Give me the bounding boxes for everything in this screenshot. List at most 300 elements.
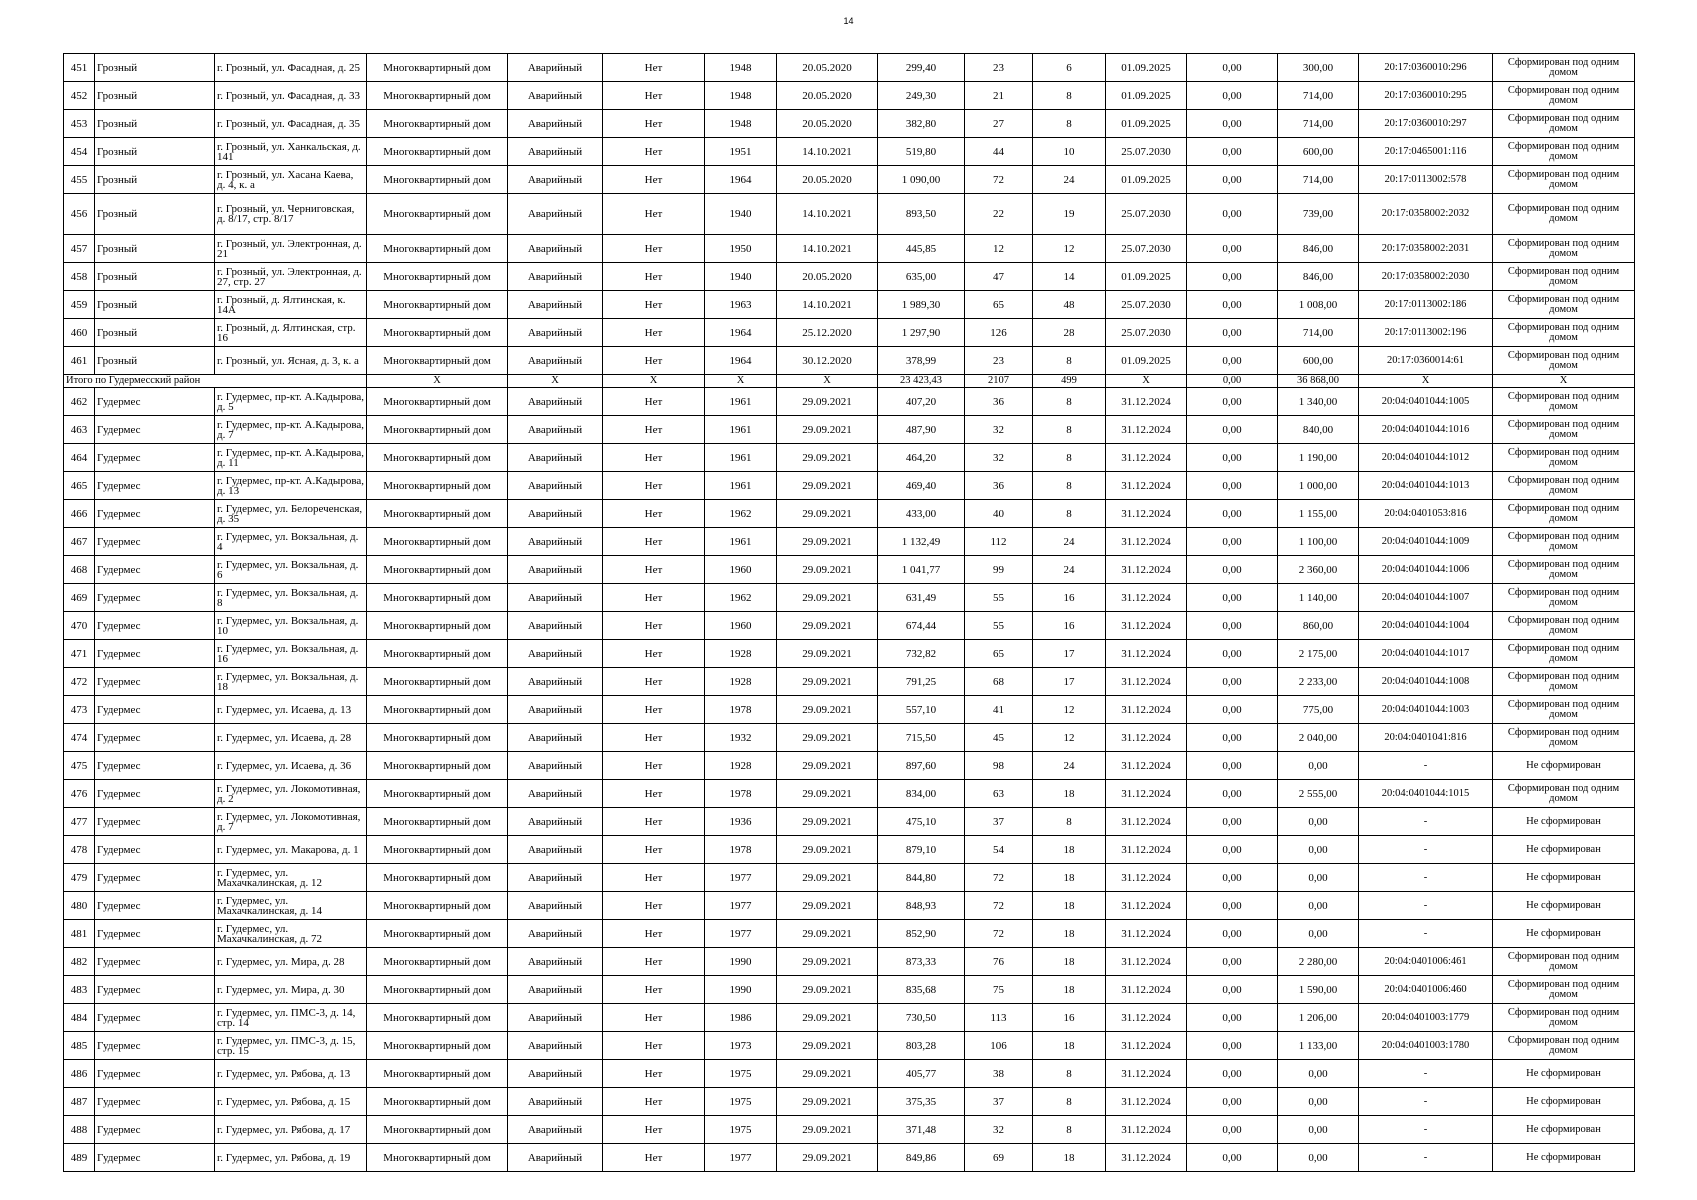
cell-building-type: Многоквартирный дом [367,640,508,668]
cell-condition: Аварийный [508,1060,603,1088]
table-row [64,347,1635,375]
cell-area: 893,50 [878,194,965,235]
cell-value-2: 846,00 [1278,235,1359,263]
cell-city: Гудермес [95,472,215,500]
cell-area: 299,40 [878,54,965,82]
cell-built-year: 1950 [705,235,777,263]
table-row [64,864,1635,892]
cell-area: 897,60 [878,752,965,780]
cell-address: г. Гудермес, ул. Мира, д. 30 [215,976,367,1004]
cell-value-2: 1 190,00 [1278,444,1359,472]
cell-flag: Нет [603,235,705,263]
cell-value-2: 714,00 [1278,319,1359,347]
cell-flag: Нет [603,1004,705,1032]
cell-address: г. Гудермес, ул. Локомотивная, д. 2 [215,780,367,808]
cell-residents: 38 [965,1060,1033,1088]
cell-area: 852,90 [878,920,965,948]
cell-residents: 106 [965,1032,1033,1060]
cell-condition: Аварийный [508,235,603,263]
cell-land-status: Сформирован под одним домом [1493,780,1635,808]
cell-value-2: 300,00 [1278,54,1359,82]
cell-building-type: Многоквартирный дом [367,976,508,1004]
cell-resettlement-deadline: 31.12.2024 [1106,1032,1187,1060]
cell-condition: Аварийный [508,444,603,472]
cell-row-number: 462 [64,388,95,416]
cell-resettlement-deadline: 25.07.2030 [1106,319,1187,347]
cell-city: Гудермес [95,836,215,864]
cell-flag: Нет [603,263,705,291]
cell-row-number: 454 [64,138,95,166]
cell-cadastral-number: 20:04:0401044:1012 [1359,444,1493,472]
cell-recognition-date: 29.09.2021 [777,472,878,500]
cell-address: г. Грозный, ул. Хасана Каева, д. 4, к. а [215,166,367,194]
cell-city: Гудермес [95,1116,215,1144]
cell-value-1: 0,00 [1187,584,1278,612]
cell-city: Грозный [95,138,215,166]
cell-built-year: 1936 [705,808,777,836]
total-row [64,375,1635,388]
page-number: 14 [843,16,854,26]
cell-row-number: 486 [64,1060,95,1088]
cell-area: 835,68 [878,976,965,1004]
cell-value-2: 846,00 [1278,263,1359,291]
cell-condition: Аварийный [508,612,603,640]
cell-value-1: 0,00 [1187,472,1278,500]
cell-recognition-date: 20.05.2020 [777,263,878,291]
cell-city: Гудермес [95,388,215,416]
cell-residents: 126 [965,319,1033,347]
cell-resettlement-deadline: 31.12.2024 [1106,444,1187,472]
cell-value-2: 2 233,00 [1278,668,1359,696]
cell-value-1: 0,00 [1187,388,1278,416]
cell-building-type: Многоквартирный дом [367,780,508,808]
cell-area: 464,20 [878,444,965,472]
cell-city: Гудермес [95,948,215,976]
cell-address: г. Гудермес, ул. Рябова, д. 17 [215,1116,367,1144]
cell-built-year: 1977 [705,1144,777,1172]
cell-area: 378,99 [878,347,965,375]
cell-building-type: Многоквартирный дом [367,319,508,347]
cell-area: 407,20 [878,388,965,416]
cell-cadastral-number: 20:04:0401044:1015 [1359,780,1493,808]
cell-condition: Аварийный [508,388,603,416]
cell-building-type: Многоквартирный дом [367,696,508,724]
cell-cadastral-number: 20:04:0401044:1007 [1359,584,1493,612]
cell-resettlement-deadline: 25.07.2030 [1106,291,1187,319]
cell-land-status: Сформирован под одним домом [1493,444,1635,472]
cell-building-type: Многоквартирный дом [367,948,508,976]
cell-residents: 55 [965,584,1033,612]
cell-cadastral-number: 20:04:0401003:1780 [1359,1032,1493,1060]
table-row [64,235,1635,263]
cell-condition: Аварийный [508,836,603,864]
cell-address: г. Гудермес, ул. Вокзальная, д. 16 [215,640,367,668]
cell-area: 375,35 [878,1088,965,1116]
table-row [64,263,1635,291]
cell-value-2: 714,00 [1278,82,1359,110]
cell-resettlement-deadline: 01.09.2025 [1106,54,1187,82]
cell-built-year: 1963 [705,291,777,319]
cell-row-number: 473 [64,696,95,724]
cell-address: г. Гудермес, ул. Махачкалинская, д. 72 [215,920,367,948]
cell-address: г. Грозный, ул. Фасадная, д. 35 [215,110,367,138]
cell-built-year: 1975 [705,1116,777,1144]
cell-built-year: 1977 [705,920,777,948]
cell-recognition-date: 25.12.2020 [777,319,878,347]
cell-flag: Нет [603,138,705,166]
cell-built-year: 1961 [705,472,777,500]
cell-building-type: Многоквартирный дом [367,1144,508,1172]
cell-building-type: Многоквартирный дом [367,291,508,319]
cell-address: г. Гудермес, ул. Рябова, д. 13 [215,1060,367,1088]
cell-condition: Аварийный [508,319,603,347]
cell-city: Грозный [95,110,215,138]
cell-flag: Нет [603,416,705,444]
cell-resettlement-deadline: 31.12.2024 [1106,1004,1187,1032]
cell-row-number: 482 [64,948,95,976]
cell-value-1: 0,00 [1187,836,1278,864]
table-row [64,920,1635,948]
cell-value-2: 1 000,00 [1278,472,1359,500]
cell-value-2: 860,00 [1278,612,1359,640]
cell-area: 635,00 [878,263,965,291]
cell-building-type: Многоквартирный дом [367,920,508,948]
cell-resettlement-deadline: 31.12.2024 [1106,1116,1187,1144]
cell-land-status: Сформирован под одним домом [1493,696,1635,724]
cell-flag: Нет [603,920,705,948]
cell-value-1: 0,00 [1187,696,1278,724]
cell-land-status: Сформирован под одним домом [1493,235,1635,263]
cell-value-1: 0,00 [1187,668,1278,696]
cell-value-1: 0,00 [1187,82,1278,110]
cell-apartments: 8 [1033,347,1106,375]
cell-cadastral-number: - [1359,836,1493,864]
cell-address: г. Гудермес, пр-кт. А.Кадырова, д. 11 [215,444,367,472]
cell-land-status: Сформирован под одним домом [1493,500,1635,528]
cell-city: Гудермес [95,612,215,640]
cell-recognition-date: 29.09.2021 [777,444,878,472]
cell-row-number: 465 [64,472,95,500]
cell-apartments: 12 [1033,235,1106,263]
cell-building-type: Многоквартирный дом [367,472,508,500]
cell-built-year: 1932 [705,724,777,752]
cell-value-1: 0,00 [1187,976,1278,1004]
cell-recognition-date: 29.09.2021 [777,752,878,780]
cell-apartments: 16 [1033,612,1106,640]
cell-row-number: 471 [64,640,95,668]
cell-value-1: 0,00 [1187,1060,1278,1088]
total-label: Итого по Гудермесский район [64,375,367,388]
cell-recognition-date: 14.10.2021 [777,235,878,263]
cell-built-year: 1961 [705,444,777,472]
cell-residents: 45 [965,724,1033,752]
cell-recognition-date: 29.09.2021 [777,416,878,444]
cell-land-status: Сформирован под одним домом [1493,528,1635,556]
cell-row-number: 487 [64,1088,95,1116]
cell-condition: Аварийный [508,138,603,166]
cell-city: Гудермес [95,1144,215,1172]
cell-building-type: Многоквартирный дом [367,166,508,194]
total-value-1: 0,00 [1187,375,1278,388]
cell-land-status: Сформирован под одним домом [1493,263,1635,291]
cell-residents: 76 [965,948,1033,976]
cell-cadastral-number: 20:17:0360010:295 [1359,82,1493,110]
table-row [64,444,1635,472]
cell-address: г. Грозный, д. Ялтинская, стр. 16 [215,319,367,347]
table-row [64,500,1635,528]
cell-built-year: 1977 [705,864,777,892]
cell-apartments: 8 [1033,1116,1106,1144]
cell-row-number: 475 [64,752,95,780]
cell-land-status: Сформирован под одним домом [1493,556,1635,584]
cell-condition: Аварийный [508,1144,603,1172]
cell-address: г. Гудермес, ул. ПМС-3, д. 14, стр. 14 [215,1004,367,1032]
table-row [64,1116,1635,1144]
table-row [64,724,1635,752]
cell-recognition-date: 29.09.2021 [777,1060,878,1088]
cell-built-year: 1978 [705,696,777,724]
cell-value-2: 739,00 [1278,194,1359,235]
cell-built-year: 1961 [705,528,777,556]
cell-built-year: 1977 [705,892,777,920]
cell-area: 487,90 [878,416,965,444]
cell-value-2: 1 100,00 [1278,528,1359,556]
cell-land-status: Сформирован под одним домом [1493,584,1635,612]
cell-condition: Аварийный [508,976,603,1004]
table-row [64,696,1635,724]
cell-apartments: 18 [1033,1032,1106,1060]
cell-residents: 75 [965,976,1033,1004]
cell-city: Гудермес [95,1032,215,1060]
cell-residents: 37 [965,1088,1033,1116]
cell-cadastral-number: 20:04:0401044:1005 [1359,388,1493,416]
cell-city: Гудермес [95,444,215,472]
cell-flag: Нет [603,1116,705,1144]
cell-flag: Нет [603,528,705,556]
cell-city: Грозный [95,347,215,375]
cell-cadastral-number: 20:17:0360014:61 [1359,347,1493,375]
cell-condition: Аварийный [508,1004,603,1032]
cell-apartments: 24 [1033,752,1106,780]
cell-resettlement-deadline: 25.07.2030 [1106,138,1187,166]
cell-row-number: 460 [64,319,95,347]
cell-condition: Аварийный [508,696,603,724]
cell-address: г. Гудермес, ул. Исаева, д. 28 [215,724,367,752]
cell-area: 557,10 [878,696,965,724]
total-area: 23 423,43 [878,375,965,388]
cell-value-1: 0,00 [1187,347,1278,375]
table-row [64,780,1635,808]
cell-building-type: Многоквартирный дом [367,1032,508,1060]
cell-condition: Аварийный [508,416,603,444]
table-row [64,138,1635,166]
cell-value-2: 0,00 [1278,920,1359,948]
cell-row-number: 483 [64,976,95,1004]
cell-building-type: Многоквартирный дом [367,347,508,375]
cell-residents: 98 [965,752,1033,780]
cell-cadastral-number: 20:17:0113002:578 [1359,166,1493,194]
cell-apartments: 6 [1033,54,1106,82]
cell-flag: Нет [603,752,705,780]
cell-value-1: 0,00 [1187,1088,1278,1116]
cell-building-type: Многоквартирный дом [367,388,508,416]
cell-city: Гудермес [95,1060,215,1088]
cell-area: 469,40 [878,472,965,500]
cell-built-year: 1951 [705,138,777,166]
cell-row-number: 481 [64,920,95,948]
cell-value-1: 0,00 [1187,263,1278,291]
cell-apartments: 18 [1033,864,1106,892]
cell-building-type: Многоквартирный дом [367,556,508,584]
cell-resettlement-deadline: 31.12.2024 [1106,528,1187,556]
cell-value-2: 0,00 [1278,1116,1359,1144]
cell-recognition-date: 29.09.2021 [777,976,878,1004]
cell-resettlement-deadline: 31.12.2024 [1106,416,1187,444]
cell-residents: 72 [965,892,1033,920]
cell-flag: Нет [603,110,705,138]
cell-city: Грозный [95,235,215,263]
cell-address: г. Гудермес, пр-кт. А.Кадырова, д. 13 [215,472,367,500]
cell-flag: Нет [603,612,705,640]
cell-resettlement-deadline: 31.12.2024 [1106,892,1187,920]
cell-land-status: Сформирован под одним домом [1493,948,1635,976]
cell-residents: 72 [965,166,1033,194]
cell-building-type: Многоквартирный дом [367,752,508,780]
cell-building-type: Многоквартирный дом [367,864,508,892]
cell-value-1: 0,00 [1187,138,1278,166]
cell-area: 1 132,49 [878,528,965,556]
cell-cadastral-number: 20:17:0113002:196 [1359,319,1493,347]
cell-area: 445,85 [878,235,965,263]
cell-cadastral-number: 20:17:0358002:2032 [1359,194,1493,235]
cell-residents: 65 [965,291,1033,319]
cell-land-status: Сформирован под одним домом [1493,416,1635,444]
cell-residents: 113 [965,1004,1033,1032]
cell-flag: Нет [603,948,705,976]
cell-value-1: 0,00 [1187,444,1278,472]
cell-apartments: 24 [1033,556,1106,584]
cell-resettlement-deadline: 31.12.2024 [1106,584,1187,612]
cell-residents: 32 [965,444,1033,472]
cell-row-number: 467 [64,528,95,556]
total-x: X [1493,375,1635,388]
cell-cadastral-number: 20:04:0401006:460 [1359,976,1493,1004]
cell-condition: Аварийный [508,864,603,892]
cell-condition: Аварийный [508,584,603,612]
cell-city: Грозный [95,194,215,235]
cell-row-number: 474 [64,724,95,752]
cell-condition: Аварийный [508,892,603,920]
cell-resettlement-deadline: 31.12.2024 [1106,864,1187,892]
cell-land-status: Не сформирован [1493,864,1635,892]
cell-value-2: 0,00 [1278,1144,1359,1172]
cell-recognition-date: 29.09.2021 [777,836,878,864]
table-row [64,194,1635,235]
table-row [64,416,1635,444]
table-row [64,1144,1635,1172]
cell-area: 674,44 [878,612,965,640]
cell-recognition-date: 29.09.2021 [777,1032,878,1060]
table-row [64,54,1635,82]
cell-address: г. Гудермес, ул. Вокзальная, д. 10 [215,612,367,640]
cell-land-status: Не сформирован [1493,1144,1635,1172]
cell-residents: 36 [965,388,1033,416]
cell-residents: 47 [965,263,1033,291]
cell-value-1: 0,00 [1187,291,1278,319]
cell-cadastral-number: 20:04:0401006:461 [1359,948,1493,976]
cell-cadastral-number: - [1359,808,1493,836]
cell-cadastral-number: 20:17:0465001:116 [1359,138,1493,166]
cell-land-status: Не сформирован [1493,1116,1635,1144]
cell-flag: Нет [603,472,705,500]
cell-flag: Нет [603,864,705,892]
cell-area: 873,33 [878,948,965,976]
cell-residents: 55 [965,612,1033,640]
table-row [64,472,1635,500]
cell-value-2: 1 133,00 [1278,1032,1359,1060]
cell-value-2: 0,00 [1278,1088,1359,1116]
cell-row-number: 476 [64,780,95,808]
cell-resettlement-deadline: 31.12.2024 [1106,668,1187,696]
cell-built-year: 1940 [705,194,777,235]
cell-value-2: 0,00 [1278,892,1359,920]
cell-city: Грозный [95,319,215,347]
cell-land-status: Сформирован под одним домом [1493,166,1635,194]
cell-city: Гудермес [95,1088,215,1116]
cell-building-type: Многоквартирный дом [367,584,508,612]
cell-apartments: 18 [1033,1144,1106,1172]
cell-recognition-date: 29.09.2021 [777,528,878,556]
cell-building-type: Многоквартирный дом [367,668,508,696]
cell-apartments: 18 [1033,948,1106,976]
cell-row-number: 461 [64,347,95,375]
cell-value-2: 775,00 [1278,696,1359,724]
table-row [64,948,1635,976]
cell-value-2: 1 155,00 [1278,500,1359,528]
table-row [64,110,1635,138]
cell-address: г. Гудермес, ул. Макарова, д. 1 [215,836,367,864]
cell-resettlement-deadline: 25.07.2030 [1106,235,1187,263]
cell-value-1: 0,00 [1187,319,1278,347]
cell-area: 249,30 [878,82,965,110]
cell-flag: Нет [603,1032,705,1060]
cell-value-1: 0,00 [1187,724,1278,752]
table-row [64,388,1635,416]
cell-residents: 37 [965,808,1033,836]
cell-resettlement-deadline: 31.12.2024 [1106,752,1187,780]
cell-flag: Нет [603,556,705,584]
cell-resettlement-deadline: 31.12.2024 [1106,780,1187,808]
cell-resettlement-deadline: 01.09.2025 [1106,82,1187,110]
cell-built-year: 1948 [705,82,777,110]
cell-land-status: Не сформирован [1493,920,1635,948]
cell-row-number: 489 [64,1144,95,1172]
cell-land-status: Сформирован под одним домом [1493,976,1635,1004]
cell-apartments: 8 [1033,1088,1106,1116]
cell-land-status: Не сформирован [1493,1088,1635,1116]
cell-city: Гудермес [95,892,215,920]
table-row [64,1004,1635,1032]
cell-cadastral-number: 20:04:0401044:1008 [1359,668,1493,696]
cell-flag: Нет [603,444,705,472]
cell-flag: Нет [603,892,705,920]
cell-recognition-date: 29.09.2021 [777,696,878,724]
cell-cadastral-number: 20:04:0401041:816 [1359,724,1493,752]
total-value-2: 36 868,00 [1278,375,1359,388]
cell-value-2: 600,00 [1278,347,1359,375]
cell-flag: Нет [603,54,705,82]
cell-cadastral-number: - [1359,864,1493,892]
